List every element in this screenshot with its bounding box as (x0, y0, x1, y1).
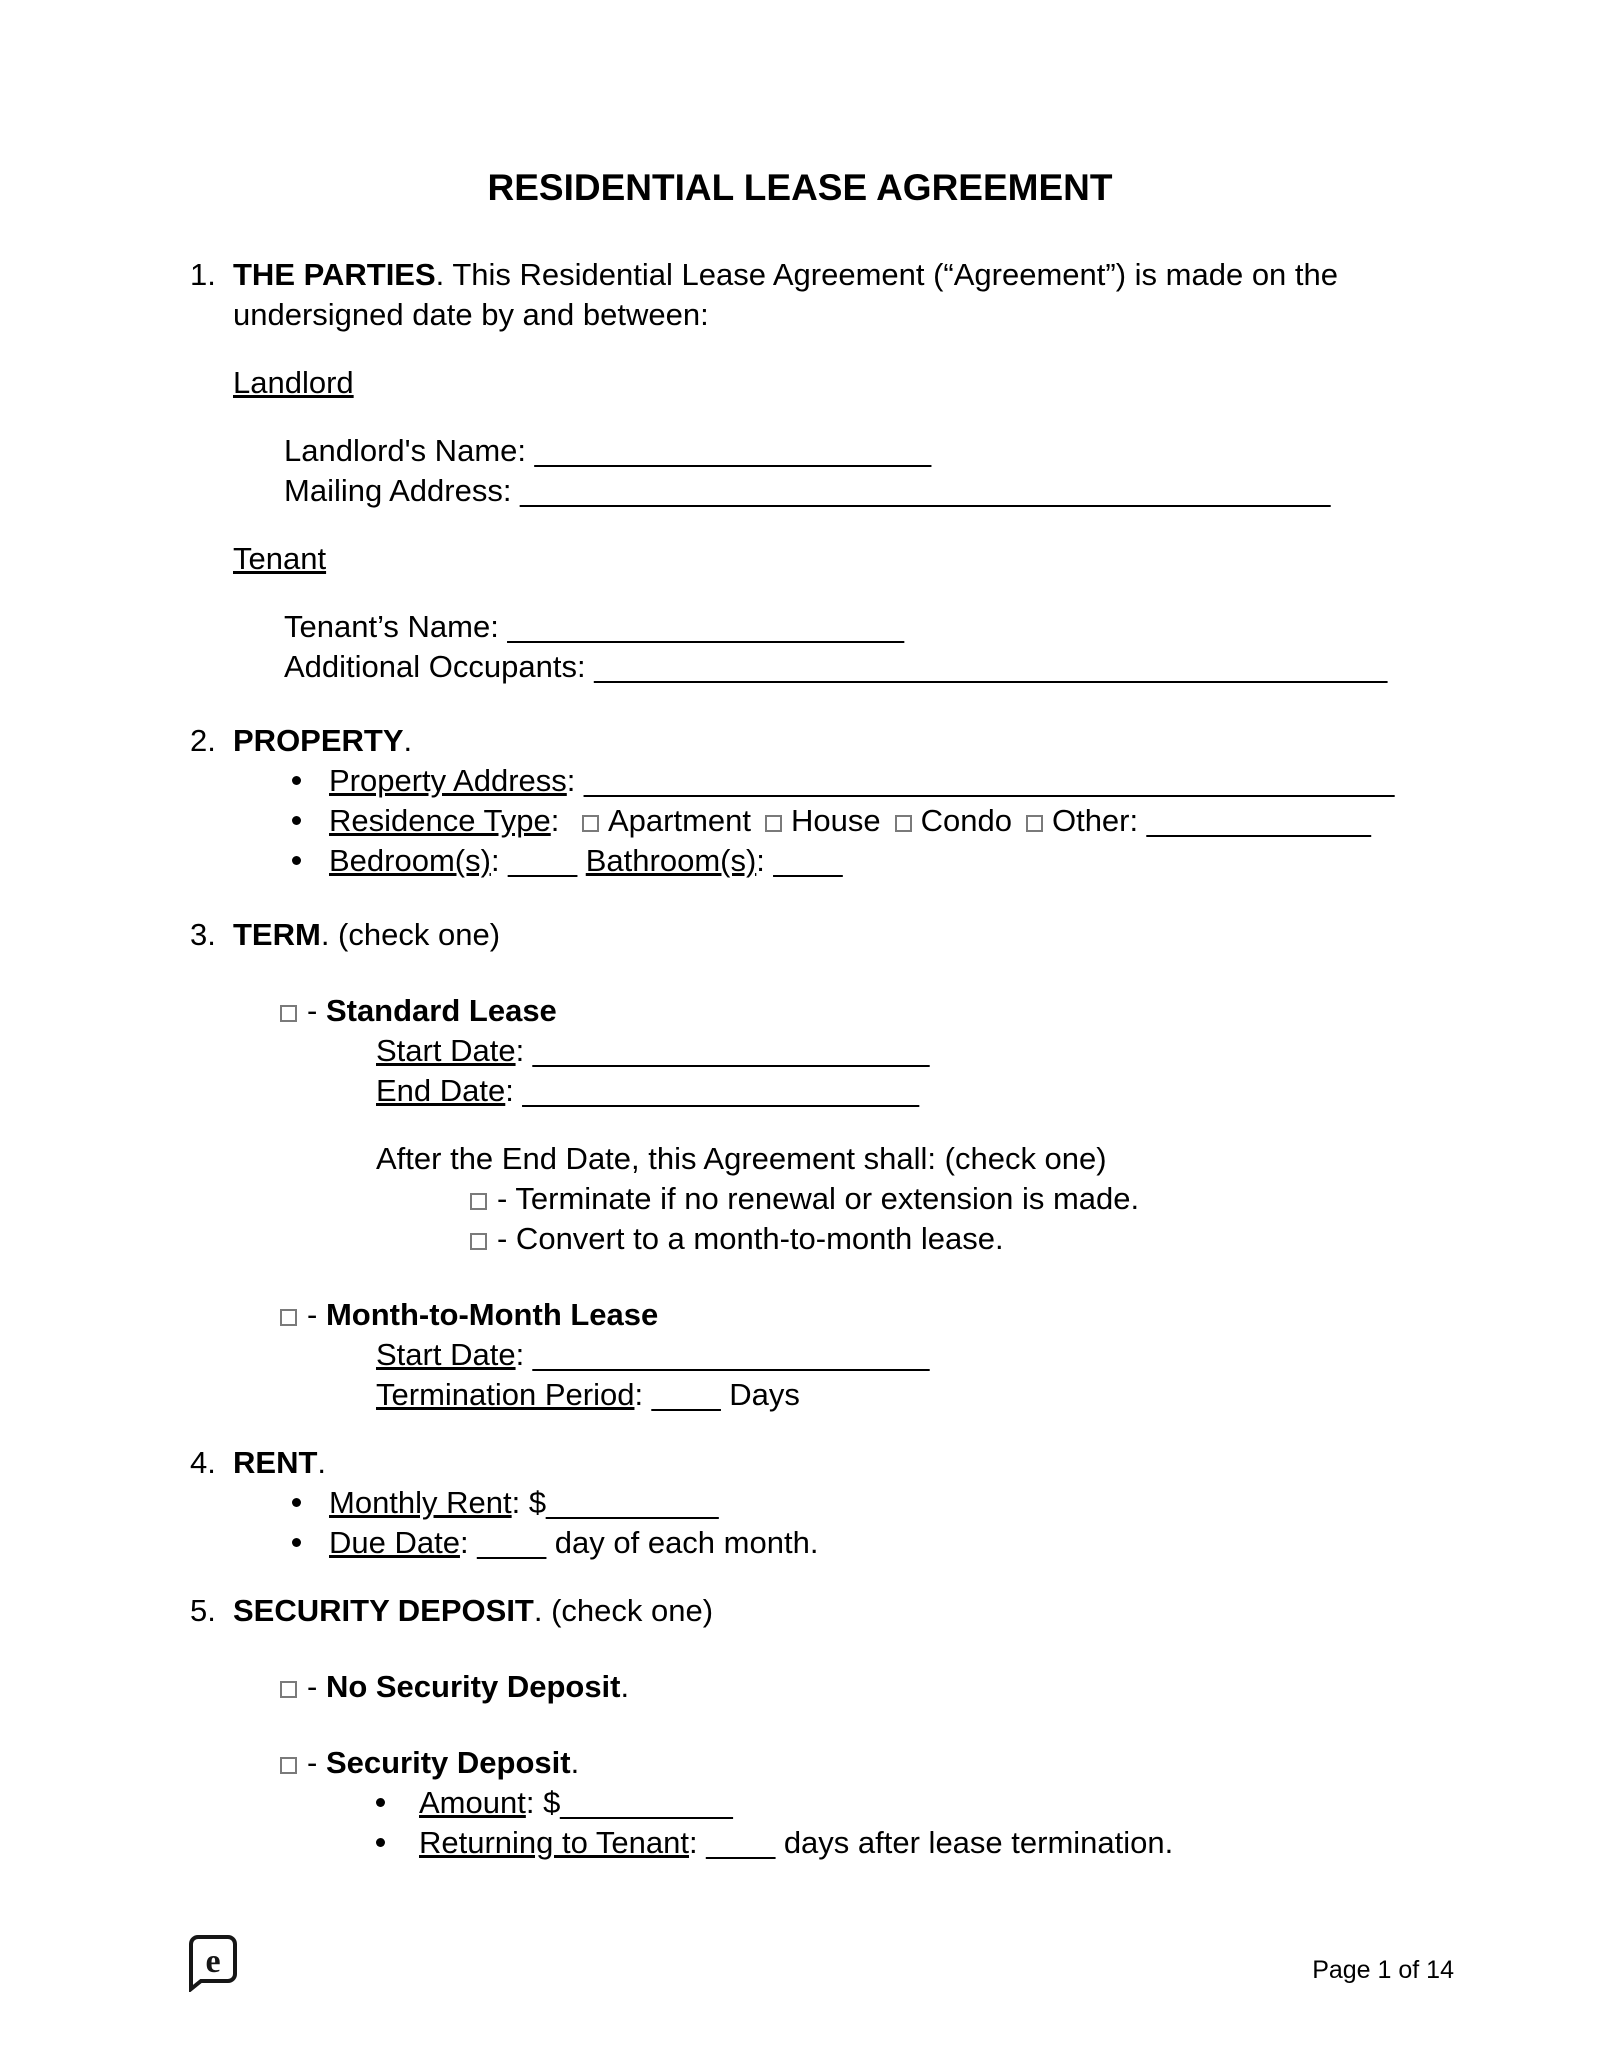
section-1-heading: THE PARTIES (233, 257, 436, 292)
tenant-name-blank[interactable]: _______________________ (507, 609, 904, 644)
bullet-icon (376, 1838, 385, 1847)
security-deposit-period: . (570, 1745, 580, 1780)
property-address-line (292, 761, 1600, 801)
standard-lease-option-line (280, 991, 1600, 1031)
standard-lease-dash: - (307, 993, 326, 1028)
checkbox-security-deposit[interactable] (280, 1757, 297, 1774)
terminate-option-line (470, 1179, 1600, 1219)
checkbox-house[interactable] (765, 815, 782, 832)
other-option-label: Other: (1051, 803, 1147, 838)
standard-lease-label: Standard Lease (325, 993, 557, 1028)
bullet-icon (292, 1498, 301, 1507)
section-5-heading: SECURITY DEPOSIT (233, 1593, 534, 1628)
termination-period-line (376, 1375, 1600, 1415)
additional-occupants-blank[interactable]: ______________________________________________ (594, 649, 1388, 684)
section-4-heading-line (190, 1443, 1480, 1483)
due-date-blank[interactable]: : ____ day of each month. (459, 1525, 819, 1560)
security-deposit-dash: - (307, 1745, 326, 1780)
m2m-start-date-line (376, 1335, 1600, 1375)
security-deposit-line (280, 1743, 1600, 1783)
section-4-number: 4. (190, 1445, 216, 1480)
section-3-heading-line (190, 915, 1480, 955)
section-3-number: 3. (190, 917, 216, 952)
convert-option-line (470, 1219, 1600, 1259)
m2m-start-date-label: Start Date (376, 1337, 516, 1372)
no-security-deposit-period: . (620, 1669, 630, 1704)
mailing-address-blank[interactable]: _______________________________________________ (520, 473, 1331, 508)
section-5-heading-note: . (check one) (533, 1593, 714, 1628)
m2m-start-date-blank[interactable]: : _______________________ (515, 1337, 930, 1372)
standard-start-date-blank[interactable]: : _______________________ (515, 1033, 930, 1068)
property-address-label: Property Address (329, 763, 567, 798)
other-option-blank[interactable]: _____________ (1146, 803, 1371, 838)
apartment-option-label: Apartment (607, 803, 751, 838)
landlord-name-blank[interactable]: _______________________ (534, 433, 932, 468)
landlord-name-line (284, 431, 1600, 471)
section-1-number: 1. (190, 257, 216, 292)
bullet-icon (292, 816, 301, 825)
section-2-heading-line (190, 721, 1480, 761)
standard-start-date-label: Start Date (376, 1033, 516, 1068)
termination-period-label: Termination Period (376, 1377, 635, 1412)
property-address-blank[interactable]: : _______________________________________________ (566, 763, 1395, 798)
bathrooms-label: Bathroom(s) (585, 843, 757, 878)
checkbox-condo[interactable] (895, 815, 912, 832)
checkbox-month-to-month[interactable] (280, 1309, 297, 1326)
deposit-amount-blank[interactable]: : $__________ (525, 1785, 733, 1820)
section-5-heading-line (190, 1591, 1480, 1631)
bullet-icon (292, 776, 301, 785)
security-deposit-label: Security Deposit (325, 1745, 571, 1780)
section-3-heading: TERM (233, 917, 321, 952)
mailing-address-label: Mailing Address: (284, 473, 521, 508)
additional-occupants-line (284, 647, 1600, 687)
returning-to-tenant-blank[interactable]: : ____ days after lease termination. (689, 1825, 1174, 1860)
section-2-heading-period: . (403, 723, 413, 758)
tenant-name-line (284, 607, 1600, 647)
bedrooms-blank[interactable]: : ____ (490, 843, 586, 878)
bullet-icon (292, 856, 301, 865)
monthly-rent-blank[interactable]: : $__________ (511, 1485, 719, 1520)
house-option-label: House (791, 803, 881, 838)
section-5-number: 5. (190, 1593, 216, 1628)
residence-type-separator: : (550, 803, 568, 838)
no-security-deposit-dash: - (307, 1669, 326, 1704)
termination-period-blank[interactable]: : ____ Days (634, 1377, 800, 1412)
checkbox-terminate-option[interactable] (470, 1193, 487, 1210)
section-1-intro-line2: undersigned date by and between: (233, 297, 709, 332)
section-1-intro-line1: . This Residential Lease Agreement (“Agreement”) is made on the (435, 257, 1339, 292)
section-4-heading-period: . (317, 1445, 327, 1480)
after-end-date-line (376, 1139, 1600, 1179)
bedrooms-bathrooms-line (292, 841, 1600, 881)
terminate-option-text: - Terminate if no renewal or extension is made. (497, 1181, 1140, 1216)
tenant-name-label: Tenant’s Name: (284, 609, 508, 644)
tenant-subheading: Tenant (233, 541, 327, 576)
monthly-rent-line (292, 1483, 1600, 1523)
landlord-subheading-line (233, 363, 1600, 403)
section-1-intro (190, 255, 1480, 335)
due-date-label: Due Date (329, 1525, 460, 1560)
month-to-month-option-line (280, 1295, 1600, 1335)
svg-text:e: e (205, 1943, 221, 1980)
due-date-line (292, 1523, 1600, 1563)
standard-end-date-label: End Date (376, 1073, 506, 1108)
standard-start-date-line (376, 1031, 1600, 1071)
section-3-heading-note: . (check one) (320, 917, 501, 952)
after-end-date-text: After the End Date, this Agreement shall: (check one) (376, 1141, 1107, 1176)
section-2-heading: PROPERTY (233, 723, 404, 758)
residence-type-line (292, 801, 1600, 841)
bullet-icon (292, 1538, 301, 1547)
standard-end-date-blank[interactable]: : _______________________ (505, 1073, 920, 1108)
eforms-logo-icon (188, 1934, 238, 1997)
standard-end-date-line (376, 1071, 1600, 1111)
no-security-deposit-line (280, 1667, 1600, 1707)
month-to-month-label: Month-to-Month Lease (325, 1297, 659, 1332)
bedrooms-label: Bedroom(s) (329, 843, 491, 878)
no-security-deposit-label: No Security Deposit (325, 1669, 621, 1704)
landlord-subheading: Landlord (233, 365, 354, 400)
section-4-heading: RENT (233, 1445, 318, 1480)
checkbox-no-security-deposit[interactable] (280, 1681, 297, 1698)
returning-to-tenant-label: Returning to Tenant (419, 1825, 690, 1860)
checkbox-apartment[interactable] (582, 815, 599, 832)
monthly-rent-label: Monthly Rent (329, 1485, 512, 1520)
checkbox-other[interactable] (1026, 815, 1043, 832)
bullet-icon (376, 1798, 385, 1807)
checkbox-standard-lease[interactable] (280, 1005, 297, 1022)
checkbox-convert-option[interactable] (470, 1233, 487, 1250)
convert-option-text: - Convert to a month-to-month lease. (497, 1221, 1004, 1256)
landlord-name-label: Landlord's Name: (284, 433, 535, 468)
page-number: Page 1 of 14 (1312, 1956, 1454, 1984)
residence-type-label: Residence Type (329, 803, 551, 838)
document-title: RESIDENTIAL LEASE AGREEMENT (487, 167, 1113, 208)
tenant-subheading-line (233, 539, 1600, 579)
condo-option-label: Condo (920, 803, 1012, 838)
deposit-amount-line (376, 1783, 1600, 1823)
additional-occupants-label: Additional Occupants: (284, 649, 595, 684)
month-to-month-dash: - (307, 1297, 326, 1332)
mailing-address-line (284, 471, 1600, 511)
deposit-amount-label: Amount (419, 1785, 526, 1820)
bathrooms-blank[interactable]: : ____ (756, 843, 843, 878)
section-2-number: 2. (190, 723, 216, 758)
returning-to-tenant-line (376, 1823, 1600, 1863)
